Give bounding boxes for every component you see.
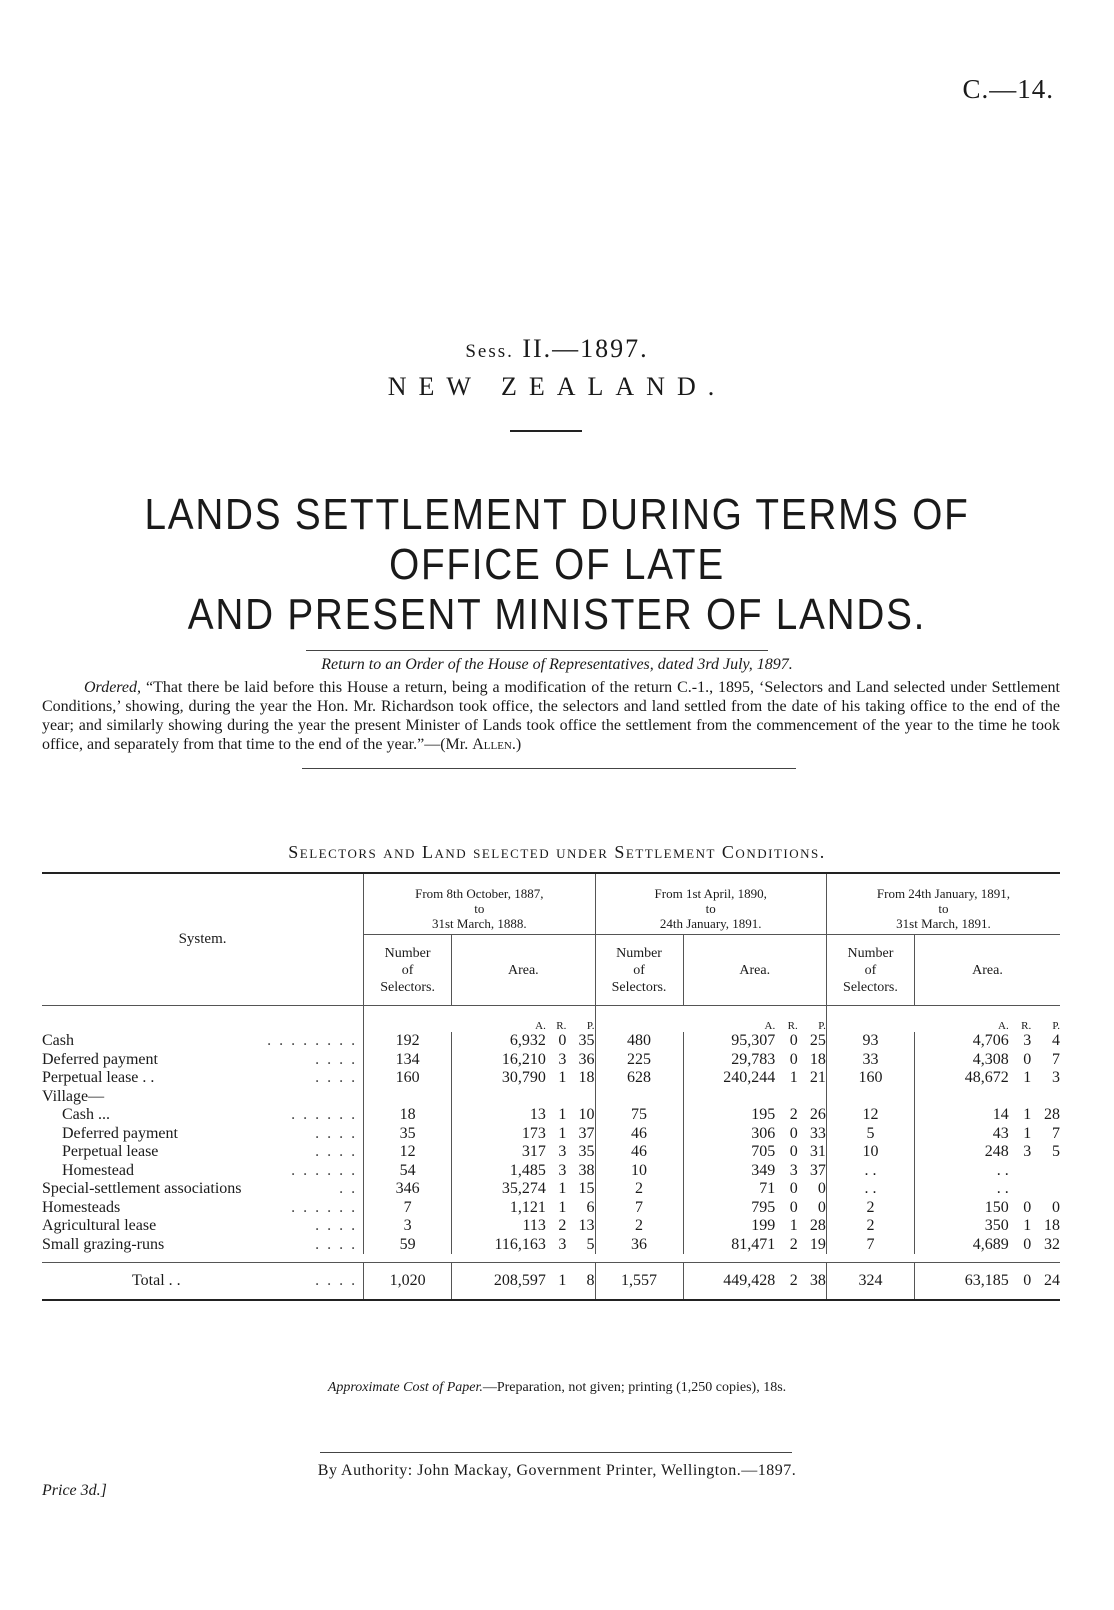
area-roods-3: 1	[1023, 1069, 1032, 1087]
return-order-line: Return to an Order of the House of Representatives, dated 3rd July, 1897.	[321, 656, 793, 673]
row-label-cell	[42, 1088, 364, 1107]
area-perches-2: 25	[809, 1032, 826, 1050]
period-header-3	[826, 873, 1060, 935]
unit-perches: P.	[1052, 1020, 1060, 1032]
selectors-count-2: 2	[595, 1217, 683, 1236]
selectors-count-2: 36	[595, 1236, 683, 1255]
leader-dots: . . . .	[315, 1217, 358, 1235]
row-label: Small grazing-runs	[42, 1235, 165, 1253]
cost-of-paper	[0, 1380, 1114, 1396]
ordered-word: Ordered,	[84, 679, 142, 696]
area-acres-1: 6,932	[452, 1032, 546, 1051]
area-acres-2: 29,783	[683, 1051, 775, 1070]
selectors-header-2-line-3: Selectors.	[611, 979, 667, 995]
area-roods-2: 2	[775, 1263, 798, 1301]
selectors-header-3	[826, 935, 914, 1006]
selectors-header-3-line-3: Selectors.	[843, 979, 898, 995]
row-label: Homesteads	[42, 1198, 121, 1216]
row-label-cell	[42, 1069, 364, 1088]
period-3-to: to	[938, 900, 949, 916]
area-perches-2: 18	[809, 1050, 826, 1068]
selectors-count-3: 93	[826, 1032, 914, 1051]
area-acres-3: 4,706	[914, 1032, 1008, 1051]
area-roods-1: 0	[558, 1032, 567, 1050]
area-acres-3: . .	[914, 1162, 1008, 1181]
area-perches-2: 38	[798, 1263, 827, 1301]
selectors-count-1: 7	[364, 1199, 452, 1218]
selectors-header-1-line-3: Selectors.	[380, 979, 436, 995]
country-heading: NEW ZEALAND.	[387, 372, 727, 401]
area-acres-1: 30,790	[452, 1069, 546, 1088]
ordered-text: “That there be laid before this House a return, being a modification of the return C.-1., 1895, ‘Selectors and Land selected under Settlement Conditions,’ showing, during the year the Hon. Mr. Richardson took office, the selectors and land settled from the date of his taking office to the end of the year; and similarly showing during the year the present Minister of Lands took office the settlement from the commencement of the year to the time he took office, and separately from that time to the end of the year.”—(Mr.	[42, 679, 1060, 753]
period-2-until: 24th January, 1891.	[659, 915, 762, 931]
selectors-count-3: 5	[826, 1125, 914, 1144]
area-acres-3: 4,308	[914, 1051, 1008, 1070]
area-roods-3: 3	[1023, 1032, 1032, 1050]
area-perches-3: 0	[1052, 1198, 1060, 1216]
area-perches-2: 19	[809, 1235, 826, 1253]
area-acres-3: 63,185	[914, 1263, 1008, 1301]
selectors-count-2: 480	[595, 1032, 683, 1051]
area-acres-2: 449,428	[683, 1263, 775, 1301]
row-label: Village—	[42, 1087, 105, 1105]
row-label: Perpetual lease . .	[42, 1069, 155, 1087]
selectors-count-3: 324	[826, 1263, 914, 1301]
area-roods-2: 1	[789, 1069, 798, 1087]
document-title	[93, 490, 1021, 640]
leader-dots: . . . . . .	[291, 1198, 358, 1216]
unit-roods: R.	[556, 1020, 567, 1032]
selectors-header-3-line-2: of	[864, 962, 877, 978]
leader-dots: . . . .	[315, 1272, 358, 1289]
selectors-count-1: 134	[364, 1051, 452, 1070]
return-rule	[306, 650, 768, 651]
selectors-count-1: 12	[364, 1143, 452, 1162]
area-perches-1: 35	[578, 1143, 595, 1161]
row-label: Homestead	[62, 1161, 134, 1179]
unit-acres: A.	[535, 1020, 546, 1032]
leader-dots: . . . . . .	[291, 1161, 358, 1179]
selectors-count-2: 46	[595, 1125, 683, 1144]
area-perches-3	[1031, 1088, 1060, 1107]
selectors-header-2	[595, 935, 683, 1006]
selectors-count-3: . .	[826, 1180, 914, 1199]
area-acres-3: . .	[914, 1180, 1008, 1199]
area-roods-2: 1	[789, 1217, 798, 1235]
area-acres-2: 81,471	[683, 1236, 775, 1255]
selectors-count-1: 192	[364, 1032, 452, 1051]
system-header: System.	[42, 873, 364, 1006]
area-acres-2: 71	[683, 1180, 775, 1199]
area-roods-2: 0	[789, 1180, 798, 1198]
area-perches-1: 5	[586, 1235, 595, 1253]
selectors-count-1: 59	[364, 1236, 452, 1255]
area-acres-3	[914, 1088, 1008, 1107]
area-perches-2: 21	[809, 1069, 826, 1087]
selectors-header-3-line-1: Number	[847, 945, 894, 961]
area-perches-3: 4	[1052, 1032, 1060, 1050]
area-acres-2: 349	[683, 1162, 775, 1181]
area-roods-3: 1	[1023, 1106, 1032, 1124]
selectors-count-1: 3	[364, 1217, 452, 1236]
area-perches-2: 33	[809, 1124, 826, 1142]
row-label-cell	[42, 1236, 364, 1255]
table-row	[42, 1143, 1060, 1162]
intro-end-rule	[302, 768, 796, 769]
area-perches-1: 35	[578, 1032, 595, 1050]
spacer-row	[42, 1254, 1060, 1263]
area-acres-2: 240,244	[683, 1069, 775, 1088]
area-acres-1: 116,163	[452, 1236, 546, 1255]
row-label: Perpetual lease	[62, 1143, 159, 1161]
area-perches-1	[566, 1088, 595, 1107]
area-roods-1: 3	[558, 1143, 567, 1161]
selectors-count-1: 1,020	[364, 1263, 452, 1301]
area-perches-1: 13	[578, 1217, 595, 1235]
area-roods-1: 3	[558, 1050, 567, 1068]
area-header-2: Area.	[683, 935, 826, 1006]
selectors-count-1: 18	[364, 1106, 452, 1125]
leader-dots: . . . .	[315, 1050, 358, 1068]
period-1-until: 31st March, 1888.	[431, 915, 527, 931]
area-roods-1: 1	[546, 1263, 566, 1301]
cost-label: Approximate Cost of Paper.	[327, 1380, 483, 1395]
selectors-header-1-line-2: of	[401, 962, 414, 978]
unit-roods: R.	[787, 1020, 798, 1032]
area-roods-3: 0	[1009, 1263, 1032, 1301]
area-roods-1: 1	[558, 1106, 567, 1124]
area-perches-1: 6	[586, 1198, 595, 1216]
row-label-cell	[42, 1032, 364, 1051]
unit-acres: A.	[764, 1020, 776, 1032]
selectors-count-2: 1,557	[595, 1263, 683, 1301]
row-label: Total . .	[132, 1272, 181, 1289]
area-perches-3: 18	[1044, 1217, 1060, 1235]
row-label-cell	[42, 1180, 364, 1199]
area-acres-2: 95,307	[683, 1032, 775, 1051]
selectors-count-3: 160	[826, 1069, 914, 1088]
table-row	[42, 1125, 1060, 1144]
table-row	[42, 1069, 1060, 1088]
selectors-count-3: . .	[826, 1162, 914, 1181]
title-line-2: AND PRESENT MINISTER OF LANDS.	[187, 590, 927, 639]
period-1-from: From 8th October, 1887,	[415, 885, 544, 901]
area-perches-3: 3	[1052, 1069, 1060, 1087]
end-rule-cell	[42, 1300, 1060, 1302]
selectors-count-3: 10	[826, 1143, 914, 1162]
selectors-count-2	[595, 1088, 683, 1107]
area-perches-3: 7	[1052, 1050, 1060, 1068]
leader-dots: . .	[339, 1180, 358, 1198]
area-roods-1: 3	[558, 1235, 567, 1253]
area-perches-1: 36	[578, 1050, 595, 1068]
area-perches-2: 0	[817, 1198, 826, 1216]
area-acres-1: 317	[452, 1143, 546, 1162]
area-roods-1: 1	[558, 1180, 567, 1198]
units-number-cell	[595, 1006, 683, 1033]
selectors-count-3: 12	[826, 1106, 914, 1125]
area-perches-2	[798, 1088, 827, 1107]
area-acres-3: 43	[914, 1125, 1008, 1144]
selectors-count-2: 7	[595, 1199, 683, 1218]
selectors-count-3: 2	[826, 1217, 914, 1236]
area-acres-1: 1,121	[452, 1199, 546, 1218]
row-label-cell	[42, 1263, 364, 1301]
authority-rule	[320, 1452, 792, 1453]
area-perches-3	[1031, 1162, 1060, 1181]
area-roods-1: 1	[558, 1069, 567, 1087]
area-header-3: Area.	[914, 935, 1060, 1006]
selectors-count-2: 225	[595, 1051, 683, 1070]
area-acres-3: 248	[914, 1143, 1008, 1162]
period-header-1	[364, 873, 595, 935]
table-body	[42, 1006, 1060, 1303]
area-roods-1: 2	[558, 1217, 567, 1235]
selectors-count-1: 160	[364, 1069, 452, 1088]
row-label-cell	[42, 1217, 364, 1236]
selectors-count-3: 33	[826, 1051, 914, 1070]
units-spacer	[42, 1006, 364, 1033]
units-number-cell	[364, 1006, 452, 1033]
selectors-header-2-line-2: of	[633, 962, 645, 978]
area-perches-3: 24	[1031, 1263, 1060, 1301]
area-acres-3: 4,689	[914, 1236, 1008, 1255]
area-acres-1: 208,597	[452, 1263, 546, 1301]
row-label-cell	[42, 1143, 364, 1162]
area-perches-3: 32	[1044, 1235, 1060, 1253]
row-label: Cash	[42, 1032, 74, 1050]
ordered-author: Allen	[472, 736, 512, 753]
area-roods-2: 3	[789, 1161, 798, 1179]
row-label: Deferred payment	[62, 1124, 178, 1142]
table-end-rule	[42, 1300, 1060, 1302]
period-3-until: 31st March, 1891.	[896, 915, 991, 931]
period-1-to: to	[474, 900, 485, 916]
area-roods-3: 0	[1023, 1050, 1032, 1068]
leader-dots: . . . .	[315, 1143, 358, 1161]
selectors-count-1	[364, 1088, 452, 1107]
period-3-from: From 24th January, 1891,	[876, 885, 1011, 901]
page-reference: C.—14.	[962, 74, 1054, 104]
area-acres-1: 35,274	[452, 1180, 546, 1199]
table-title: Selectors and Land selected under Settlement Conditions.	[288, 842, 826, 862]
selectors-count-1: 54	[364, 1162, 452, 1181]
area-perches-1: 38	[578, 1161, 595, 1179]
row-label-cell	[42, 1051, 364, 1070]
area-acres-2: 306	[683, 1125, 775, 1144]
selectors-count-2: 46	[595, 1143, 683, 1162]
area-acres-1: 173	[452, 1125, 546, 1144]
units-row	[42, 1006, 1060, 1033]
selectors-count-2: 2	[595, 1180, 683, 1199]
area-perches-2: 31	[809, 1143, 826, 1161]
table-row	[42, 1106, 1060, 1125]
printer-authority: By Authority: John Mackay, Government Printer, Wellington.—1897.	[317, 1462, 797, 1479]
area-roods-3	[1009, 1180, 1032, 1199]
area-header-1: Area.	[452, 935, 595, 1006]
unit-perches: P.	[586, 1020, 595, 1032]
period-2-to: to	[705, 900, 716, 916]
area-roods-1: 3	[558, 1161, 567, 1179]
area-acres-2: 195	[683, 1106, 775, 1125]
area-perches-3: 7	[1052, 1124, 1060, 1142]
leader-dots: . . . .	[315, 1124, 358, 1142]
selectors-count-1: 346	[364, 1180, 452, 1199]
area-roods-3	[1009, 1162, 1032, 1181]
area-roods-3: 0	[1023, 1235, 1032, 1253]
session-line	[0, 334, 1114, 364]
selectors-count-3: 2	[826, 1199, 914, 1218]
selectors-header-1	[364, 935, 452, 1006]
area-roods-2: 2	[789, 1106, 798, 1124]
area-roods-1: 1	[558, 1124, 567, 1142]
selectors-count-2: 628	[595, 1069, 683, 1088]
row-label: Agricultural lease	[42, 1217, 157, 1235]
area-perches-1: 8	[566, 1263, 595, 1301]
area-acres-3: 48,672	[914, 1069, 1008, 1088]
area-acres-1: 16,210	[452, 1051, 546, 1070]
price: Price 3d.]	[42, 1482, 107, 1499]
units-number-cell	[826, 1006, 914, 1033]
area-acres-2	[683, 1088, 775, 1107]
leader-dots: . . . .	[315, 1069, 358, 1087]
area-acres-1	[452, 1088, 546, 1107]
area-perches-3: 28	[1044, 1106, 1060, 1124]
table-row	[42, 1032, 1060, 1051]
period-header-2	[595, 873, 826, 935]
period-2-from: From 1st April, 1890,	[654, 885, 767, 901]
table-row	[42, 1162, 1060, 1181]
spacer-cell	[42, 1254, 1060, 1263]
area-roods-2: 0	[789, 1143, 798, 1161]
area-roods-2: 2	[789, 1235, 798, 1253]
selectors-header-2-line-1: Number	[616, 945, 662, 961]
session-prefix: Sess.	[465, 341, 514, 362]
area-perches-2: 28	[809, 1217, 826, 1235]
title-divider	[510, 430, 582, 432]
area-roods-3	[1009, 1088, 1032, 1107]
area-acres-3: 150	[914, 1199, 1008, 1218]
session-number: II.—1897.	[522, 334, 649, 363]
area-perches-1: 18	[578, 1069, 595, 1087]
total-row	[42, 1263, 1060, 1301]
table-row	[42, 1088, 1060, 1107]
area-roods-2: 0	[789, 1198, 798, 1216]
area-roods-2	[775, 1088, 798, 1107]
area-acres-1: 113	[452, 1217, 546, 1236]
area-acres-2: 199	[683, 1217, 775, 1236]
area-perches-3	[1031, 1180, 1060, 1199]
selectors-header-1-line-1: Number	[384, 945, 431, 961]
row-label-cell	[42, 1125, 364, 1144]
area-acres-3: 350	[914, 1217, 1008, 1236]
table-row	[42, 1236, 1060, 1255]
row-label: Cash ...	[62, 1106, 110, 1124]
area-roods-3: 1	[1023, 1217, 1032, 1235]
area-acres-1: 1,485	[452, 1162, 546, 1181]
area-roods-3: 1	[1023, 1124, 1032, 1142]
area-perches-2: 0	[817, 1180, 826, 1198]
area-roods-3: 3	[1023, 1143, 1032, 1161]
selectors-count-3: 7	[826, 1236, 914, 1255]
row-label: Special-settlement associations	[42, 1180, 242, 1198]
cost-text: —Preparation, not given; printing (1,250 copies), 18s.	[482, 1380, 787, 1395]
area-perches-1: 37	[578, 1124, 595, 1142]
unit-roods: R.	[1021, 1020, 1032, 1032]
table-row	[42, 1217, 1060, 1236]
ordered-end: .)	[511, 736, 522, 753]
selectors-count-3	[826, 1088, 914, 1107]
area-perches-1: 15	[578, 1180, 595, 1198]
area-acres-2: 795	[683, 1199, 775, 1218]
table-row	[42, 1051, 1060, 1070]
area-roods-2: 0	[789, 1124, 798, 1142]
table-row	[42, 1180, 1060, 1199]
ordered-paragraph	[42, 678, 1060, 754]
selectors-count-1: 35	[364, 1125, 452, 1144]
area-acres-1: 13	[452, 1106, 546, 1125]
title-line-1: LANDS SETTLEMENT DURING TERMS OF OFFICE OF LATE	[144, 490, 970, 589]
settlement-table	[42, 872, 1060, 1302]
row-label-cell	[42, 1162, 364, 1181]
area-roods-2: 0	[789, 1050, 798, 1068]
unit-perches: P.	[818, 1020, 826, 1032]
row-label-cell	[42, 1199, 364, 1218]
area-roods-2: 0	[789, 1032, 798, 1050]
area-roods-3: 0	[1023, 1198, 1032, 1216]
area-perches-2: 26	[809, 1106, 826, 1124]
selectors-count-2: 75	[595, 1106, 683, 1125]
unit-acres: A.	[998, 1020, 1009, 1032]
area-acres-2: 705	[683, 1143, 775, 1162]
table-row	[42, 1199, 1060, 1218]
area-acres-3: 14	[914, 1106, 1008, 1125]
area-roods-1: 1	[558, 1198, 567, 1216]
area-roods-1	[546, 1088, 566, 1107]
leader-dots: . . . . . .	[291, 1106, 358, 1124]
area-perches-1: 10	[578, 1106, 595, 1124]
selectors-count-2: 10	[595, 1162, 683, 1181]
row-label-cell	[42, 1106, 364, 1125]
leader-dots: . . . . . . . .	[267, 1032, 358, 1050]
leader-dots: . . . .	[315, 1235, 358, 1253]
area-perches-2: 37	[809, 1161, 826, 1179]
row-label: Deferred payment	[42, 1050, 158, 1068]
area-perches-3: 5	[1052, 1143, 1060, 1161]
